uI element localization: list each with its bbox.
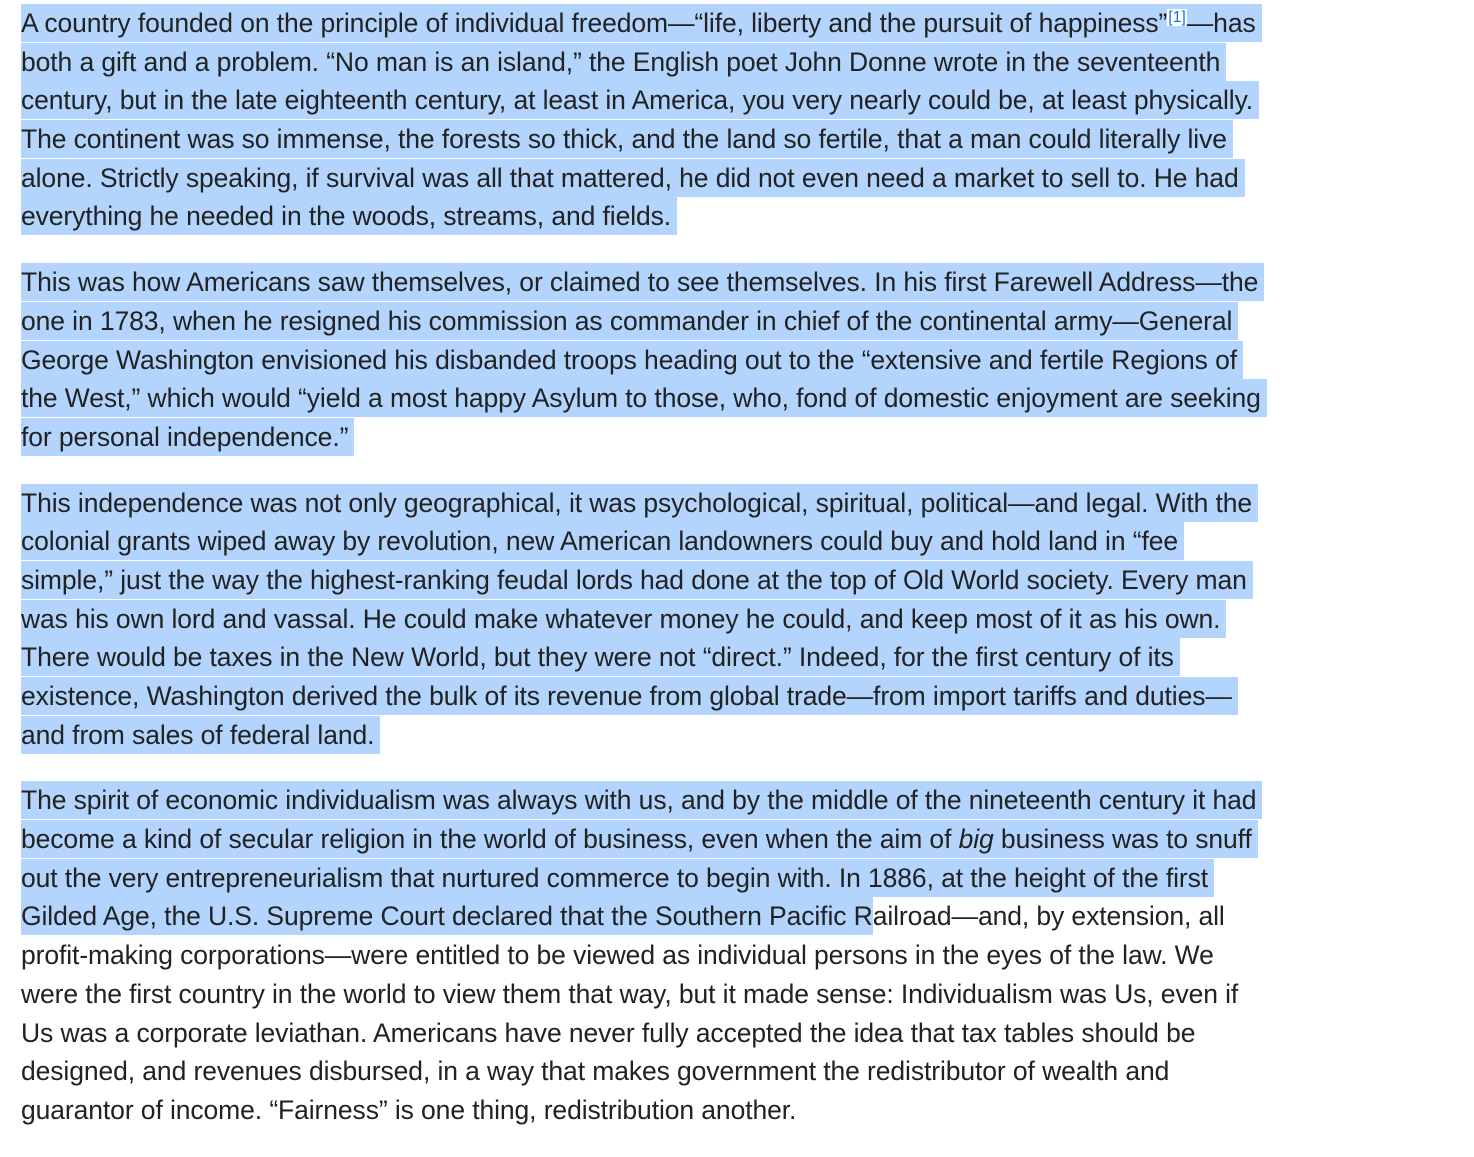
text-line: profit-making corporations—were entitled to be viewed as individual persons in the eyes of the law. We: [21, 940, 1214, 971]
article-body: [21, 4, 1461, 1157]
text-line: both a gift and a problem. “No man is an island,” the English poet John Donne wrote in the seventeenth: [21, 43, 1461, 82]
text-line: for personal independence.”: [21, 418, 1461, 457]
text-line: This was how Americans saw themselves, or claimed to see themselves. In his first Farewell Address—the: [21, 263, 1461, 302]
text-line: everything he needed in the woods, streams, and fields.: [21, 197, 1461, 236]
footnote-link[interactable]: [1]: [1168, 9, 1186, 27]
text-line: the West,” which would “yield a most happy Asylum to those, who, fond of domestic enjoyment are seeking: [21, 379, 1461, 418]
text-line: This independence was not only geographical, it was psychological, spiritual, political—and legal. With the: [21, 484, 1461, 523]
text-line: guarantor of income. “Fairness” is one thing, redistribution another.: [21, 1094, 797, 1125]
text-line-selection-end: Gilded Age, the U.S. Supreme Court declared that the Southern Pacific Railroad—and, by extension, all: [21, 897, 1461, 936]
text-line: George Washington envisioned his disbanded troops heading out to the “extensive and fertile Regions of: [21, 341, 1461, 380]
paragraph-2: [21, 263, 1461, 456]
selection-end-fragment: Gilded Age, the U.S. Supreme Court declared that the Southern Pacific R: [21, 897, 873, 935]
text-line: were the first country in the world to view them that way, but it made sense: Individualism was Us, even if: [21, 978, 1239, 1009]
text-line: was his own lord and vassal. He could make whatever money he could, and keep most of it as his own.: [21, 600, 1461, 639]
text-line: one in 1783, when he resigned his commission as commander in chief of the continental army—General: [21, 302, 1461, 341]
emphasis-text: big: [958, 824, 994, 855]
text-line: simple,” just the way the highest-ranking feudal lords had done at the top of Old World society. Every man: [21, 561, 1461, 600]
text-line: and from sales of federal land.: [21, 716, 1461, 755]
text-line: Us was a corporate leviathan. Americans have never fully accepted the idea that tax tables should be: [21, 1017, 1196, 1048]
paragraph-3: [21, 484, 1461, 755]
text-line: existence, Washington derived the bulk of its revenue from global trade—from import tariffs and duties—: [21, 677, 1461, 716]
paragraph-1: [21, 4, 1461, 236]
text-line: There would be taxes in the New World, but they were not “direct.” Indeed, for the first century of its: [21, 638, 1461, 677]
text-line: become a kind of secular religion in the world of business, even when the aim of big business was to snuff: [21, 820, 1461, 859]
text-line: designed, and revenues disbursed, in a way that makes government the redistributor of wealth and: [21, 1056, 1170, 1087]
text-line: A country founded on the principle of individual freedom—“life, liberty and the pursuit of happiness”[1]—has: [21, 4, 1461, 43]
text-line: The continent was so immense, the forests so thick, and the land so fertile, that a man could literally live: [21, 120, 1461, 159]
text-line: colonial grants wiped away by revolution, new American landowners could buy and hold land in “fee: [21, 522, 1461, 561]
paragraph-4: [21, 781, 1461, 1129]
text-line: century, but in the late eighteenth century, at least in America, you very nearly could be, at least physically.: [21, 81, 1461, 120]
text-line: The spirit of economic individualism was always with us, and by the middle of the nineteenth century it had: [21, 781, 1461, 820]
text-line: out the very entrepreneurialism that nurtured commerce to begin with. In 1886, at the height of the first: [21, 859, 1461, 898]
text-line: alone. Strictly speaking, if survival was all that mattered, he did not even need a market to sell to. He had: [21, 159, 1461, 198]
